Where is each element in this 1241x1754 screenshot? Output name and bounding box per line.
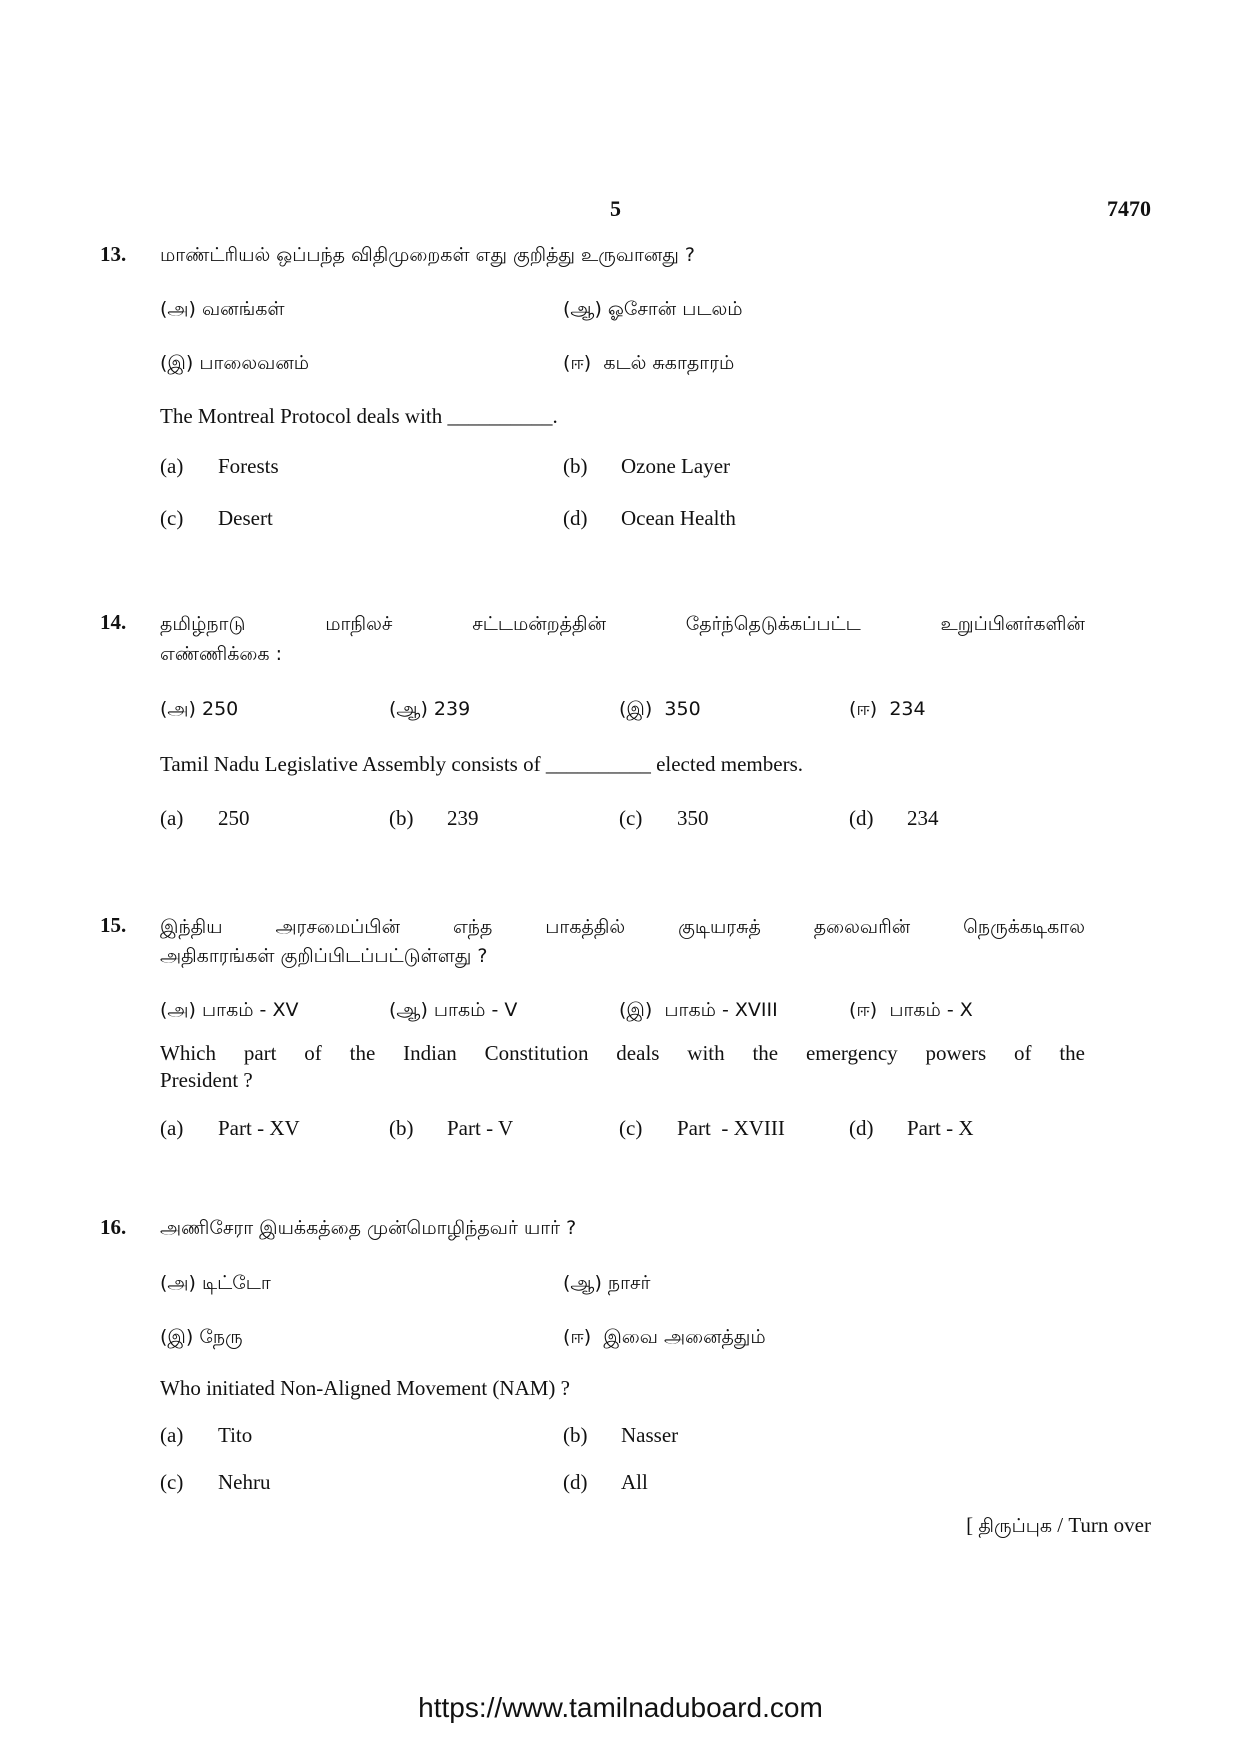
question-number: 13. [100,242,127,266]
tamil-option: (அ) டிட்டோ [160,1272,271,1294]
tamil-question: தமிழ்நாடு மாநிலச் சட்டமன்றத்தின் தேர்ந்தெடுக்கப்பட்ட உறுப்பினர்களின் [160,613,1085,635]
tamil-option: (இ) 350 [619,698,701,720]
english-option: (d) Part - X [849,1116,974,1140]
question-number: 15. [100,913,127,937]
english-question: The Montreal Protocol deals with __________. [160,404,558,428]
english-option: (c) 350 [619,806,709,830]
english-option: (b) Nasser [563,1423,679,1447]
tamil-option: (ஈ) பாகம் - X [849,999,973,1021]
tamil-option: (அ) 250 [160,698,239,720]
english-option: (c) Desert [160,506,273,530]
english-question: Which part of the Indian Constitution deals with the emergency powers of the [160,1041,1085,1065]
question-number: 16. [100,1215,127,1239]
tamil-option: (ஈ) 234 [849,698,926,720]
tamil-option: (அ) வனங்கள் [160,298,285,320]
english-option: (a) Forests [160,454,279,478]
tamil-question: இந்திய அரசமைப்பின் எந்த பாகத்தில் குடியரசுத் தலைவரின் நெருக்கடிகால [160,916,1085,938]
tamil-option: (ஈ) இவை அனைத்தும் [563,1326,766,1348]
english-option: (c) Part - XVIII [619,1116,785,1140]
tamil-question: அணிசேரா இயக்கத்தை முன்மொழிந்தவர் யார் ? [160,1217,577,1239]
english-option: (b) Part - V [389,1116,514,1140]
paper-code: 7470 [1107,196,1151,221]
tamil-question: மாண்ட்ரியல் ஒப்பந்த விதிமுறைகள் எது குறித்து உருவானது ? [160,244,695,266]
english-option: (a) 250 [160,806,250,830]
page-number: 5 [610,196,621,221]
tamil-option: (ஆ) ஓசோன் படலம் [563,298,743,320]
question-number: 14. [100,610,127,634]
english-option: (c) Nehru [160,1470,271,1494]
tamil-option: (இ) பாகம் - XVIII [619,999,778,1021]
tamil-question-line2: அதிகாரங்கள் குறிப்பிடப்பட்டுள்ளது ? [160,945,488,967]
tamil-option: (இ) நேரு [160,1326,243,1348]
english-question: Tamil Nadu Legislative Assembly consists of __________ elected members. [160,752,803,776]
english-option: (a) Part - XV [160,1116,300,1140]
english-option: (a) Tito [160,1423,253,1447]
tamil-option: (இ) பாலைவனம் [160,352,310,374]
english-option: (d) Ocean Health [563,506,736,530]
tamil-option: (ஆ) பாகம் - V [389,999,518,1021]
tamil-question-line2: எண்ணிக்கை : [160,643,282,665]
turn-over-note: [ திருப்புக / Turn over [966,1513,1151,1537]
english-question-line2: President ? [160,1068,253,1092]
english-question: Who initiated Non-Aligned Movement (NAM) ? [160,1376,570,1400]
english-option: (b) 239 [389,806,479,830]
tamil-option: (ஆ) 239 [389,698,471,720]
tamil-option: (ஆ) நாசர் [563,1272,651,1294]
english-option: (d) All [563,1470,648,1494]
tamil-option: (அ) பாகம் - XV [160,999,299,1021]
tamil-option: (ஈ) கடல் சுகாதாரம் [563,352,735,374]
english-option: (b) Ozone Layer [563,454,731,478]
footer-url: https://www.tamilnaduboard.com [418,1692,823,1723]
english-option: (d) 234 [849,806,939,830]
